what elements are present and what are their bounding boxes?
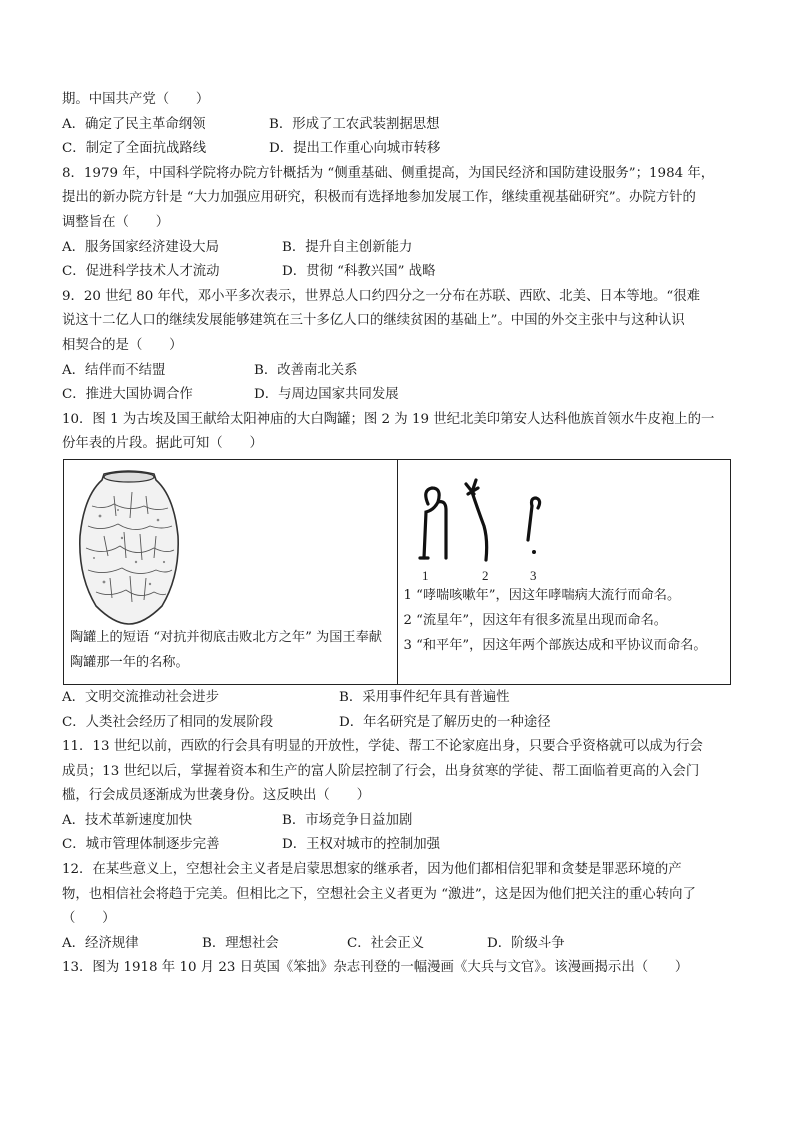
exam-page — [62, 88, 732, 981]
q10-stem-line1: 10．图 1 为古埃及国王献给太阳神庙的大白陶罐；图 2 为 19 世纪北美印第安人达科他族首领水牛皮袍上的一 — [62, 411, 715, 427]
q10-options-row2 — [62, 711, 732, 736]
q8-option-c[interactable]: C．促进科学技术人才流动 — [62, 264, 220, 280]
q8-stem-line3: 调整旨在（ ） — [62, 214, 170, 230]
q12-stem-line2: 物，也相信社会将趋于完美。但相比之下，空想社会主义者更为 “激进”，这是因为他们把关注的重心转向了 — [62, 886, 696, 902]
q12-option-a[interactable]: A．经济规律 — [62, 935, 139, 951]
q7-option-c[interactable]: C．制定了全面抗战路线 — [62, 141, 207, 157]
q12-options-row — [62, 932, 732, 957]
q12-stem-line1: 12．在某些意义上，空想社会主义者是启蒙思想家的继承者，因为他们都相信犯罪和贪婪是罪恶环境的产 — [62, 862, 682, 878]
q13-stem-line1: 13．图为 1918 年 10 月 23 日英国《笨拙》杂志刊登的一幅漫画《大兵与文官》。该漫画揭示出（ ） — [62, 960, 689, 976]
q10-figure-table — [63, 459, 731, 685]
q9-option-a[interactable]: A．结伴而不结盟 — [62, 362, 166, 378]
q7-stem-tail: 期。中国共产党（ ） — [62, 92, 210, 107]
q11-option-a[interactable]: A．技术革新速度加快 — [62, 812, 193, 828]
dakota-pictograph-image — [406, 470, 566, 585]
q10-option-b[interactable]: B．采用事件纪年具有普遍性 — [339, 689, 510, 705]
q7-options-row2 — [62, 137, 732, 162]
figure-2-list — [404, 584, 724, 658]
q7-option-d[interactable]: D．提出工作重心向城市转移 — [269, 141, 441, 157]
q10-option-d[interactable]: D．年名研究是了解历史的一种途径 — [339, 714, 551, 730]
glyph-number-1: 1 — [421, 567, 428, 583]
q11-option-b[interactable]: B．市场竞争日益加剧 — [282, 812, 413, 828]
q9-stem-line2: 说这十二亿人口的继续发展能够建筑在三十多亿人口的继续贫困的基础上”。中国的外交主张中与这种认识 — [62, 313, 685, 329]
q8-stem-line1: 8．1979 年，中国科学院将办院方针概括为 “侧重基础、侧重提高，为国民经济和国防建设服务”；1984 年， — [62, 165, 715, 181]
q10-option-c[interactable]: C．人类社会经历了相同的发展阶段 — [62, 714, 274, 730]
figure-2-item-1: 1 “哮喘咳嗽年”，因这年哮喘病大流行而命名。 — [403, 587, 681, 603]
q11-stem-line3: 槛，行会成员逐渐成为世袭身份。这反映出（ ） — [62, 788, 370, 804]
figure-2-item-3: 3 “和平年”，因这年两个部族达成和平协议而命名。 — [403, 637, 707, 653]
q11-stem-line1: 11．13 世纪以前，西欧的行会具有明显的开放性，学徒、帮工不论家庭出身，只要合乎资格就可以成为行会 — [62, 739, 703, 755]
figure-1-caption: 陶罐上的短语 “对抗并彻底击败北方之年” 为国王奉献陶罐那一年的名称。 — [70, 629, 382, 670]
q8-option-a[interactable]: A．服务国家经济建设大局 — [62, 239, 219, 255]
q8-options-row2 — [62, 260, 732, 285]
q10-stem-line2: 份年表的片段。据此可知（ ） — [62, 436, 263, 452]
q7-option-a[interactable]: A．确定了民主革命纲领 — [62, 116, 206, 132]
figure-2-item-2: 2 “流星年”，因这年有很多流星出现而命名。 — [403, 612, 667, 628]
q11-option-d[interactable]: D．王权对城市的控制加强 — [282, 837, 441, 853]
egyptian-jar-image — [74, 466, 184, 626]
q8-option-b[interactable]: B．提升自主创新能力 — [282, 239, 413, 255]
q11-options-row1 — [62, 809, 732, 834]
q11-options-row2 — [62, 833, 732, 858]
q9-stem-line1: 9．20 世纪 80 年代，邓小平多次表示，世界总人口约四分之一分布在苏联、西欧、北美、日本等地。“很难 — [62, 288, 701, 304]
q9-option-b[interactable]: B．改善南北关系 — [254, 362, 358, 378]
figure-2-cell — [397, 459, 731, 684]
figure-1-cell — [64, 459, 398, 684]
q9-option-d[interactable]: D．与周边国家共同发展 — [254, 387, 399, 403]
q8-stem-line2: 提出的新办院方针是 “大力加强应用研究，积极而有选择地参加发展工作，继续重视基础研究”。办院方针的 — [62, 190, 696, 206]
q9-stem-line3: 相契合的是（ ） — [62, 337, 183, 353]
q12-option-b[interactable]: B．理想社会 — [202, 935, 279, 951]
q9-options-row2 — [62, 383, 732, 408]
q7-options-row1 — [62, 113, 732, 138]
q12-option-c[interactable]: C．社会正义 — [347, 935, 425, 951]
q9-option-c[interactable]: C．推进大国协调合作 — [62, 387, 193, 403]
q8-options-row1 — [62, 236, 732, 261]
q7-option-b[interactable]: B．形成了工农武装割据思想 — [269, 116, 440, 132]
glyph-number-2: 2 — [481, 567, 488, 583]
q9-options-row1 — [62, 359, 732, 384]
q10-options-row1 — [62, 686, 732, 711]
q12-option-d[interactable]: D．阶级斗争 — [487, 935, 565, 951]
q12-stem-line3: （ ） — [62, 911, 116, 927]
glyph-number-3: 3 — [529, 567, 536, 583]
q10-option-a[interactable]: A．文明交流推动社会进步 — [62, 689, 219, 705]
q8-option-d[interactable]: D．贯彻 “科教兴国” 战略 — [282, 264, 436, 280]
q11-option-c[interactable]: C．城市管理体制逐步完善 — [62, 837, 220, 853]
q11-stem-line2: 成员；13 世纪以后，掌握着资本和生产的富人阶层控制了行会，出身贫寒的学徒、帮工面临着更高的入会门 — [62, 763, 700, 779]
